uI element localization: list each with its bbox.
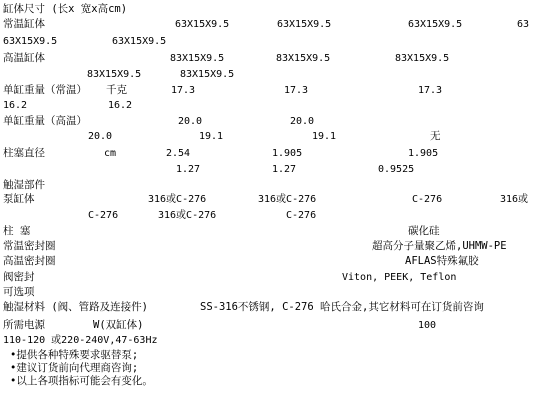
materials-label: 触湿材料 (阀、管路及连接件) xyxy=(3,301,148,313)
high-cylinder-value-3: 83X15X9.5 xyxy=(395,53,450,64)
pump-body-value-4: 316或 xyxy=(500,194,529,205)
normal-cylinder-value-6: 63X15X9.5 xyxy=(112,36,167,47)
size-label: 缸体尺寸 (长x 宽x高cm) xyxy=(3,3,128,15)
normal-cylinder-value-1: 63X15X9.5 xyxy=(175,19,230,30)
high-cylinder-value-5: 83X15X9.5 xyxy=(180,69,235,80)
high-seal-label: 高温密封圈 xyxy=(3,255,56,267)
plunger-value: 碳化硅 xyxy=(408,225,440,237)
plunger-diameter-value-6: 0.9525 xyxy=(378,164,415,175)
weight-high-value-6: 无 xyxy=(430,130,441,142)
power-value: 100 xyxy=(418,320,437,331)
normal-cylinder-value-3: 63X15X9.5 xyxy=(408,19,463,30)
note-2: •建议订货前向代理商咨询; xyxy=(10,362,139,374)
wetted-parts-label: 触湿部件 xyxy=(3,179,45,191)
weight-normal-value-1: 17.3 xyxy=(171,85,196,96)
plunger-diameter-value-2: 1.905 xyxy=(272,148,303,159)
pump-body-value-1: 316或C-276 xyxy=(148,194,207,205)
pump-body-value-7: C-276 xyxy=(286,210,317,221)
plunger-diameter-value-1: 2.54 xyxy=(166,148,191,159)
weight-high-value-1: 20.0 xyxy=(178,116,203,127)
power-label: 所需电源 xyxy=(3,319,45,331)
high-cylinder-value-2: 83X15X9.5 xyxy=(276,53,331,64)
options-label: 可选项 xyxy=(3,286,35,298)
plunger-diameter-unit: cm xyxy=(104,148,117,159)
valve-seal-label: 阀密封 xyxy=(3,271,35,283)
high-cylinder-label: 高温缸体 xyxy=(3,52,45,64)
plunger-diameter-value-3: 1.905 xyxy=(408,148,439,159)
valve-seal-value: Viton, PEEK, Teflon xyxy=(342,272,457,283)
high-cylinder-value-1: 83X15X9.5 xyxy=(170,53,225,64)
plunger-diameter-label: 柱塞直径 xyxy=(3,147,45,159)
power-unit: W(双缸体) xyxy=(93,319,144,331)
weight-normal-unit: 千克 xyxy=(106,84,127,96)
pump-body-value-6: 316或C-276 xyxy=(158,210,217,221)
normal-cylinder-label: 常温缸体 xyxy=(3,18,45,30)
pump-body-label: 泵缸体 xyxy=(3,193,35,205)
high-cylinder-value-4: 83X15X9.5 xyxy=(87,69,142,80)
weight-high-value-2: 20.0 xyxy=(290,116,315,127)
weight-high-value-4: 19.1 xyxy=(199,131,224,142)
note-1: •提供各种特殊要求驱替泵; xyxy=(10,349,139,361)
weight-high-label: 单缸重量（高温） xyxy=(3,115,87,127)
pump-body-value-2: 316或C-276 xyxy=(258,194,317,205)
weight-normal-label: 单缸重量（常温） xyxy=(3,84,87,96)
normal-cylinder-value-4: 63 xyxy=(517,19,530,30)
weight-normal-value-3: 17.3 xyxy=(418,85,443,96)
normal-cylinder-value-2: 63X15X9.5 xyxy=(277,19,332,30)
materials-value: SS-316不锈钢, C-276 哈氏合金,其它材料可在订货前咨询 xyxy=(200,301,484,313)
pump-body-value-5: C-276 xyxy=(88,210,119,221)
power-voltage: 110-120 或220-240V,47-63Hz xyxy=(3,335,158,346)
weight-high-value-3: 20.0 xyxy=(88,131,113,142)
note-3: •以上各项指标可能会有变化。 xyxy=(10,375,153,387)
weight-normal-value-4: 16.2 xyxy=(3,100,28,111)
plunger-label: 柱 塞 xyxy=(3,225,31,237)
weight-normal-value-5: 16.2 xyxy=(108,100,133,111)
plunger-diameter-value-5: 1.27 xyxy=(272,164,297,175)
normal-seal-label: 常温密封圈 xyxy=(3,240,56,252)
weight-normal-value-2: 17.3 xyxy=(284,85,309,96)
normal-seal-value: 超高分子量聚乙烯,UHMW-PE xyxy=(372,240,507,252)
pump-body-value-3: C-276 xyxy=(412,194,443,205)
high-seal-value: AFLAS特殊氟胶 xyxy=(405,255,479,267)
weight-high-value-5: 19.1 xyxy=(312,131,337,142)
plunger-diameter-value-4: 1.27 xyxy=(176,164,201,175)
normal-cylinder-value-5: 63X15X9.5 xyxy=(3,36,58,47)
